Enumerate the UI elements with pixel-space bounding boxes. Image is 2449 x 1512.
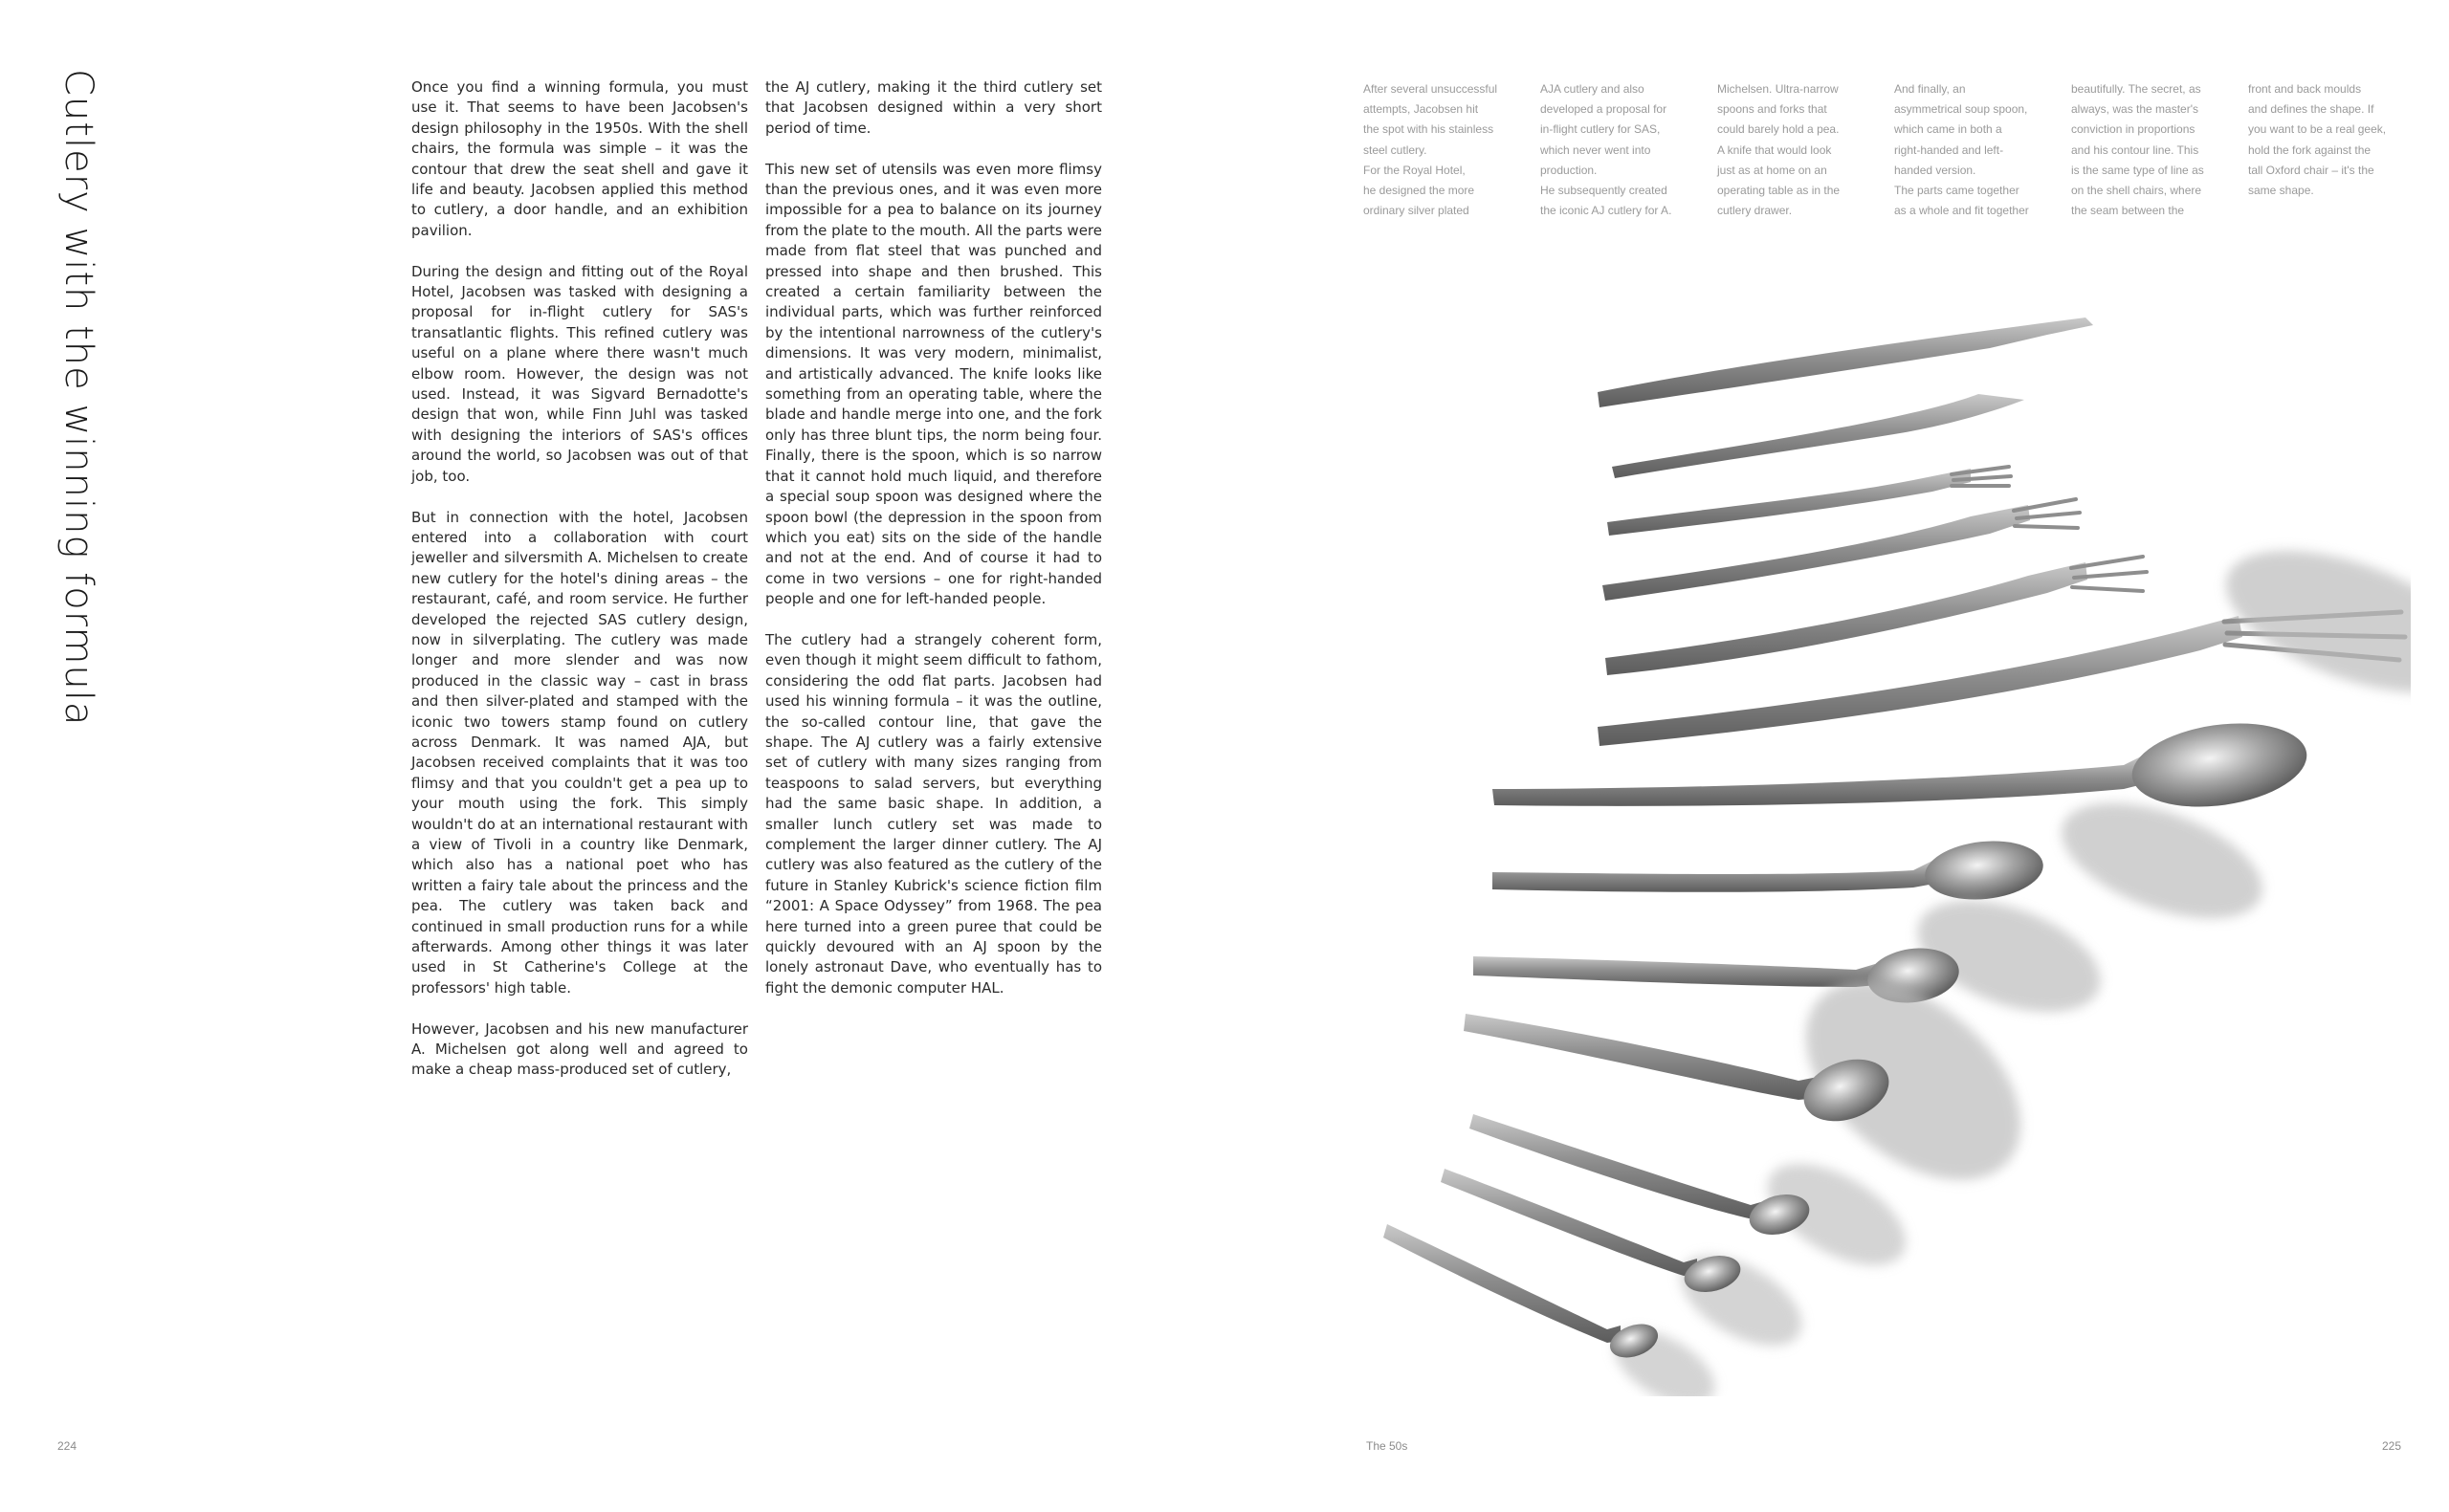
caption-line: conviction in proportions [2071,122,2195,137]
caption-line: the iconic AJ cutlery for A. [1540,204,1672,218]
caption-column-3 [1717,79,1882,221]
caption-column-6 [2248,79,2413,201]
caption-line: always, was the master's [2071,102,2199,117]
caption-line: on the shell chairs, where [2071,184,2202,198]
caption-line: front and back moulds [2248,82,2362,96]
caption-line: production. [1540,163,1598,177]
caption-line: asymmetrical soup spoon, [1894,102,2028,117]
caption-line: just as at home on an [1717,163,1827,177]
caption-line: For the Royal Hotel, [1363,163,1466,177]
teaspoon [1383,1224,1727,1396]
caption-line: spoons and forks that [1717,102,1827,117]
caption-line: which never went into [1540,142,1651,157]
paragraph: During the design and fitting out of the Royal Hotel, Jacobsen was tasked with designing a proposal for in-flight cutlery for SAS's transatlantic flights. This refined cutlery was useful on a plane where there wasn't much elbow room. However, the design was not used. Instead, it was Sigvard Bernadotte's design that won, while Finn Juhl was tasked with designing the interiors of SAS's offices around the world, so Jacobsen was out of that job, too. [411,262,748,485]
cutlery-photo [1378,306,2411,1396]
left-page-number: 224 [57,1439,77,1453]
caption-column-4 [1894,79,2059,221]
caption-line: is the same type of line as [2071,163,2204,177]
page-title-container [24,69,110,738]
caption-line: He subsequently created [1540,184,1667,198]
caption-column-2 [1540,79,1705,221]
knife [1598,318,2093,407]
paragraph: the AJ cutlery, making it the third cutlery set that Jacobsen designed within a very short period of time. [765,78,1102,137]
caption-line: same shape. [2248,184,2314,198]
body-column-1 [411,77,748,1101]
paragraph: But in connection with the hotel, Jacobsen entered into a collaboration with court jeweller and silversmith A. Michelsen to create new cutlery for the hotel's dining areas – the restaurant, café, and room service. He further developed the rejected SAS cutlery design, now in silverplating. The cutlery was made longer and more slender and was now produced in the classic way – cast in brass and then silver-plated and stamped with the iconic two towers stamp found on cutlery across Denmark. It was named AJA, but Jacobsen received complaints that it was too flimsy and that you couldn't get a pea up to your mouth using the fork. This simply wouldn't do at an international restaurant with a view of Tivoli in a country like Denmark, which also has a national poet who has written a fairy tale about the princess and the pea. The cutlery was taken back and continued in small production runs for a while afterwards. Among other things it was later used in St Catherine's College at the professors' high table. [411,508,748,997]
paragraph: This new set of utensils was even more flimsy than the previous ones, and it was even more impossible for a pea to balance on its journey from the plate to the mouth. All the parts were made from flat steel that was punched and pressed into shape and then brushed. This created a certain familiarity between the individual parts, which was further reinforced by the intentional narrowness of the cutlery's dimensions. It was very modern, minimalist, and artistically advanced. The knife looks like something from an operating table, where the blade and handle merge into one, and the fork only has three blunt tips, the norm being four. Finally, there is the spoon, which is so narrow that it cannot hold much liquid, and therefore a special soup spoon was designed where the spoon bowl (the depression in the spoon from which you eat) sits on the side of the handle and not at the end. And of course it had to come in two versions – one for right-handed people and one for left-handed people. [765,160,1102,608]
section-label: The 50s [1366,1439,1408,1453]
caption-line: which came in both a [1894,122,2002,137]
caption-line: AJA cutlery and also [1540,82,1644,96]
caption-line: he designed the more [1363,184,1475,198]
caption-line: and defines the shape. If [2248,102,2374,117]
caption-line: After several unsuccessful [1363,82,1498,96]
caption-sidebar [1363,79,2406,232]
caption-line: beautifully. The secret, as [2071,82,2201,96]
knife [1612,394,2024,478]
right-page-number: 225 [2382,1439,2402,1453]
caption-line: could barely hold a pea. [1717,122,1840,137]
caption-line: The parts came together [1894,184,2019,198]
caption-line: hold the fork against the [2248,142,2372,157]
caption-line: Michelsen. Ultra-narrow [1717,82,1839,96]
caption-line: cutlery drawer. [1717,204,1793,218]
caption-line: right-handed and left- [1894,142,2004,157]
page-title: Cutlery with the winning formula [56,69,100,727]
caption-line: And finally, an [1894,82,1966,96]
caption-line: A knife that would look [1717,142,1832,157]
caption-line: the seam between the [2071,204,2185,218]
caption-column-1 [1363,79,1528,221]
caption-line: you want to be a real geek, [2248,122,2387,137]
caption-line: and his contour line. This [2071,142,2199,157]
paragraph: The cutlery had a strangely coherent form, even though it might seem difficult to fathom, considering the odd flat parts. Jacobsen had used his winning formula – it was the outline, the so-called contour line, that gave the shape. The AJ cutlery was a fairly extensive set of cutlery with many sizes ranging from teaspoons to salad servers, but everything had the same basic shape. In addition, a smaller lunch cutlery set was made to complement the larger dinner cutlery. The AJ cutlery was also featured as the cutlery of the future in Stanley Kubrick's science fiction film “2001: A Space Odyssey” from 1968. The pea here turned into a green puree that could be quickly devoured with an AJ spoon by the lonely astronaut Dave, who eventually has to fight the demonic computer HAL. [765,630,1102,997]
caption-line: as a whole and fit together [1894,204,2029,218]
paragraph: However, Jacobsen and his new manufacturer A. Michelsen got along well and agreed to make a cheap mass-produced set of cutlery, [411,1019,748,1079]
caption-line: handed version. [1894,163,1976,177]
caption-column-5 [2071,79,2236,221]
paragraph: Once you find a winning formula, you must use it. That seems to have been Jacobsen's design philosophy in the 1950s. With the shell chairs, the formula was simple – it was the contour that drew the seat shell and gave it life and beauty. Jacobsen applied this method to cutlery, a door handle, and an exhibition pavilion. [411,78,748,239]
caption-line: ordinary silver plated [1363,204,1469,218]
spoon [1473,879,2115,1034]
caption-line: tall Oxford chair – it's the [2248,163,2374,177]
caption-line: operating table as in the [1717,184,1841,198]
caption-line: developed a proposal for [1540,102,1667,117]
body-column-2 [765,77,1102,1019]
caption-line: in-flight cutlery for SAS, [1540,122,1661,137]
caption-line: the spot with his stainless [1363,122,1494,137]
caption-line: steel cutlery. [1363,142,1427,157]
caption-line: attempts, Jacobsen hit [1363,102,1479,117]
